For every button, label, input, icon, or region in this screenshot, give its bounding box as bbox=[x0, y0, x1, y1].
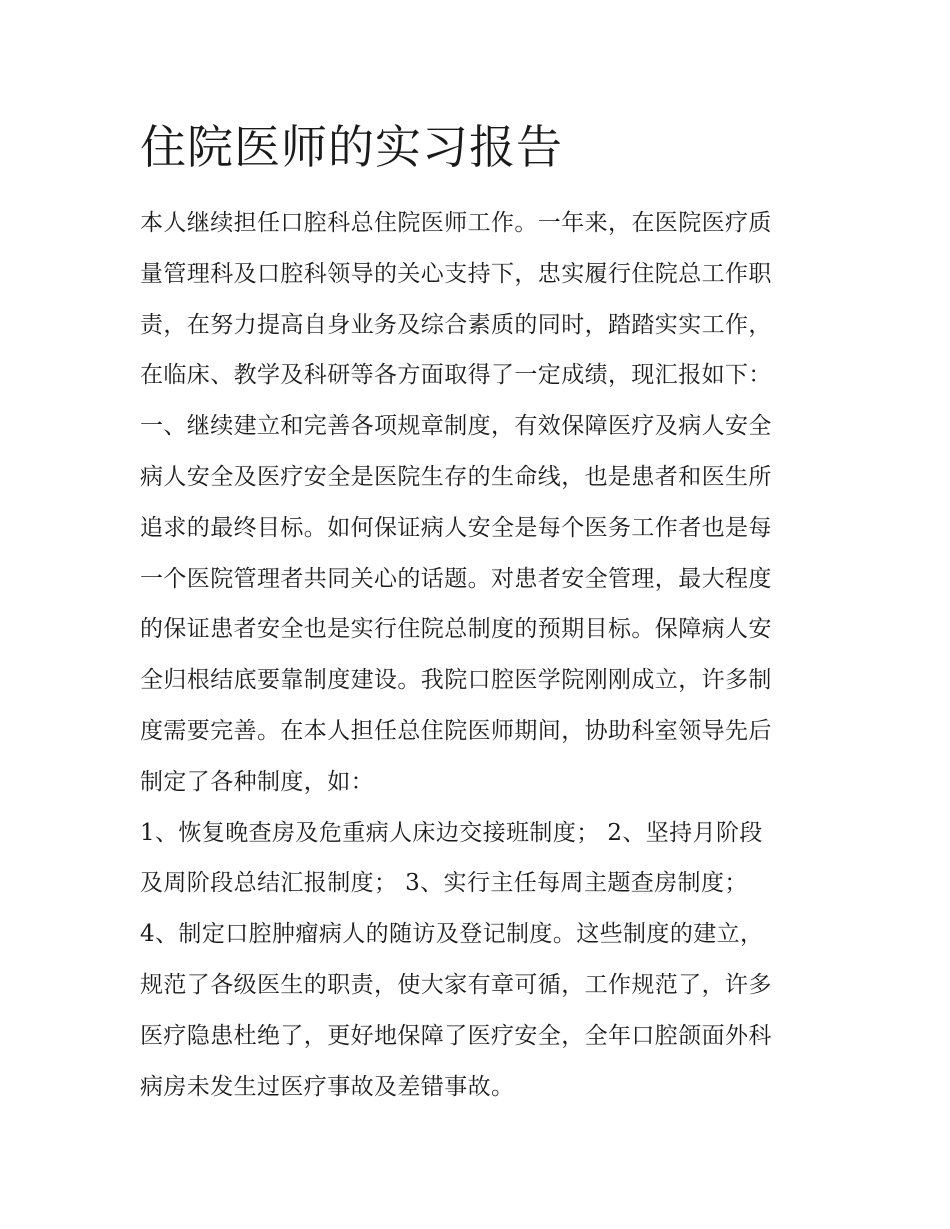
body-line: 一个医院管理者共同关心的话题。对患者安全管理，最大程度 bbox=[140, 565, 772, 592]
body-line: 全归根结底要靠制度建设。我院口腔医学院刚刚成立，许多制 bbox=[140, 667, 772, 694]
body-line: 的保证患者安全也是实行住院总制度的预期目标。保障病人安 bbox=[140, 616, 772, 643]
list-line: 及周阶段总结汇报制度； 3、实行主任每周主题查房制度； bbox=[140, 870, 748, 897]
body-line: 制定了各种制度，如： bbox=[140, 768, 374, 795]
section-heading-line: 一、继续建立和完善各项规章制度，有效保障医疗及病人安全 bbox=[140, 413, 772, 440]
body-line: 在临床、教学及科研等各方面取得了一定成绩，现汇报如下： bbox=[140, 362, 772, 389]
body-line: 度需要完善。在本人担任总住院医师期间，协助科室领导先后 bbox=[140, 717, 772, 744]
body-line: 追求的最终目标。如何保证病人安全是每个医务工作者也是每 bbox=[140, 514, 772, 541]
body-line: 病人安全及医疗安全是医院生存的生命线，也是患者和医生所 bbox=[140, 463, 772, 490]
body-line: 医疗隐患杜绝了，更好地保障了医疗安全，全年口腔颌面外科 bbox=[140, 1022, 772, 1049]
body-line: 量管理科及口腔科领导的关心支持下，忠实履行住院总工作职 bbox=[140, 260, 772, 287]
body-line: 规范了各级医生的职责，使大家有章可循，工作规范了，许多 bbox=[140, 971, 772, 998]
body-line: 责，在努力提高自身业务及综合素质的同时，踏踏实实工作， bbox=[140, 311, 772, 338]
list-line: 4、制定口腔肿瘤病人的随访及登记制度。这些制度的建立， bbox=[140, 921, 764, 948]
body-line: 本人继续担任口腔科总住院医师工作。一年来，在医院医疗质 bbox=[140, 210, 772, 236]
body-line: 病房未发生过医疗事故及差错事故。 bbox=[140, 1073, 515, 1100]
list-line: 1、恢复晚查房及危重病人床边交接班制度； 2、坚持月阶段 bbox=[140, 819, 763, 846]
document-title: 住院医师的实习报告 bbox=[140, 120, 563, 174]
document-body bbox=[140, 198, 820, 1112]
